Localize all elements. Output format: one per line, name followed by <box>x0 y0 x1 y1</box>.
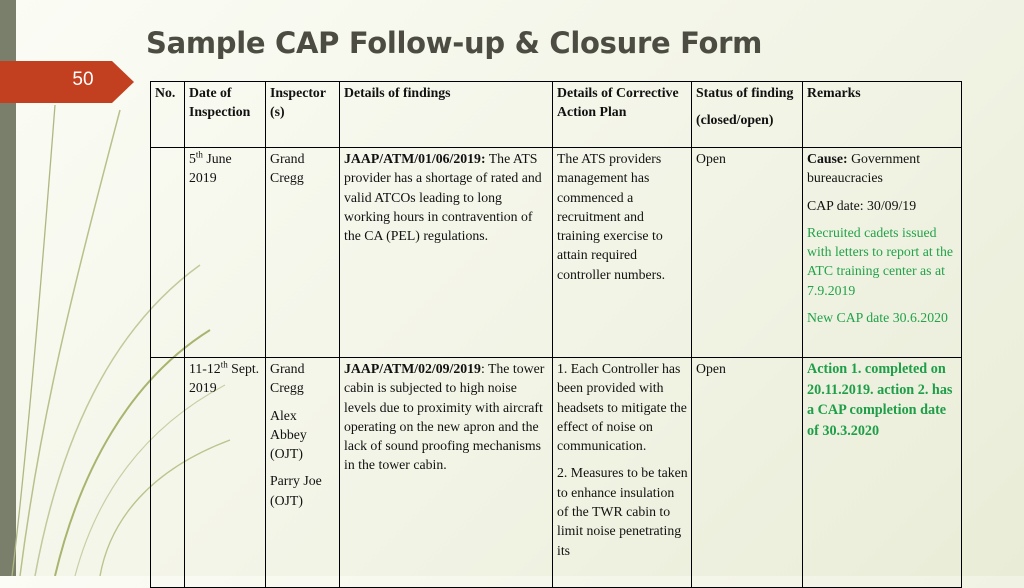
header-remarks: Remarks <box>803 82 962 148</box>
header-inspector: Inspector (s) <box>266 82 340 148</box>
row1-status: Open <box>692 148 803 358</box>
table-row <box>151 358 962 588</box>
row1-finding-ref: JAAP/ATM/01/06/2019: <box>344 151 486 166</box>
header-status-sub: (closed/open) <box>696 112 774 128</box>
table-row <box>151 148 962 358</box>
header-date: Date of Inspection <box>185 82 266 148</box>
page-title: Sample CAP Follow-up & Closure Form <box>146 26 762 60</box>
row2-inspector: Grand Cregg Alex Abbey (OJT) Parry Joe (OJT) <box>266 358 340 588</box>
header-no: No. <box>151 82 185 148</box>
row1-finding: JAAP/ATM/01/06/2019: The ATS provider has a shortage of rated and valid ATCOs leading to long working hours in contravention of the CA (PEL) regulations. <box>340 148 553 358</box>
slide-number-tag <box>0 61 134 103</box>
row2-no <box>151 358 185 588</box>
row2-date: 11-12th Sept. 2019 <box>185 358 266 588</box>
table-header-row <box>151 82 962 148</box>
row2-remarks: Action 1. completed on 20.11.2019. action 2. has a CAP completion date of 30.3.2020 <box>803 358 962 588</box>
slide-number: 50 <box>72 69 94 90</box>
header-status <box>692 82 803 148</box>
row1-date: 5th June 2019 <box>185 148 266 358</box>
cap-form-table <box>150 81 962 588</box>
header-status-text: Status of finding <box>696 85 794 100</box>
row2-finding-ref: JAAP/ATM/02/09/2019 <box>344 361 481 376</box>
header-findings: Details of findings <box>340 82 553 148</box>
row1-corrective: The ATS providers management has commenced a recruitment and training exercise to attain required controller numbers. <box>553 148 692 358</box>
row1-inspector: Grand Cregg <box>266 148 340 358</box>
row1-no <box>151 148 185 358</box>
row1-remarks: Cause: Government bureaucracies CAP date: 30/09/19 Recruited cadets issued with letters to report at the ATC training center as at 7.9.2019 New CAP date 30.6.2020 <box>803 148 962 358</box>
row2-finding: JAAP/ATM/02/09/2019: The tower cabin is subjected to high noise levels due to proximity with aircraft operating on the new apron and the lack of sound proofing mechanisms in the tower cabin. <box>340 358 553 588</box>
row2-corrective: 1. Each Controller has been provided with headsets to mitigate the effect of noise on communication. 2. Measures to be taken to enhance insulation of the TWR cabin to limit noise penetrating its <box>553 358 692 588</box>
row2-status: Open <box>692 358 803 588</box>
header-corrective: Details of Corrective Action Plan <box>553 82 692 148</box>
